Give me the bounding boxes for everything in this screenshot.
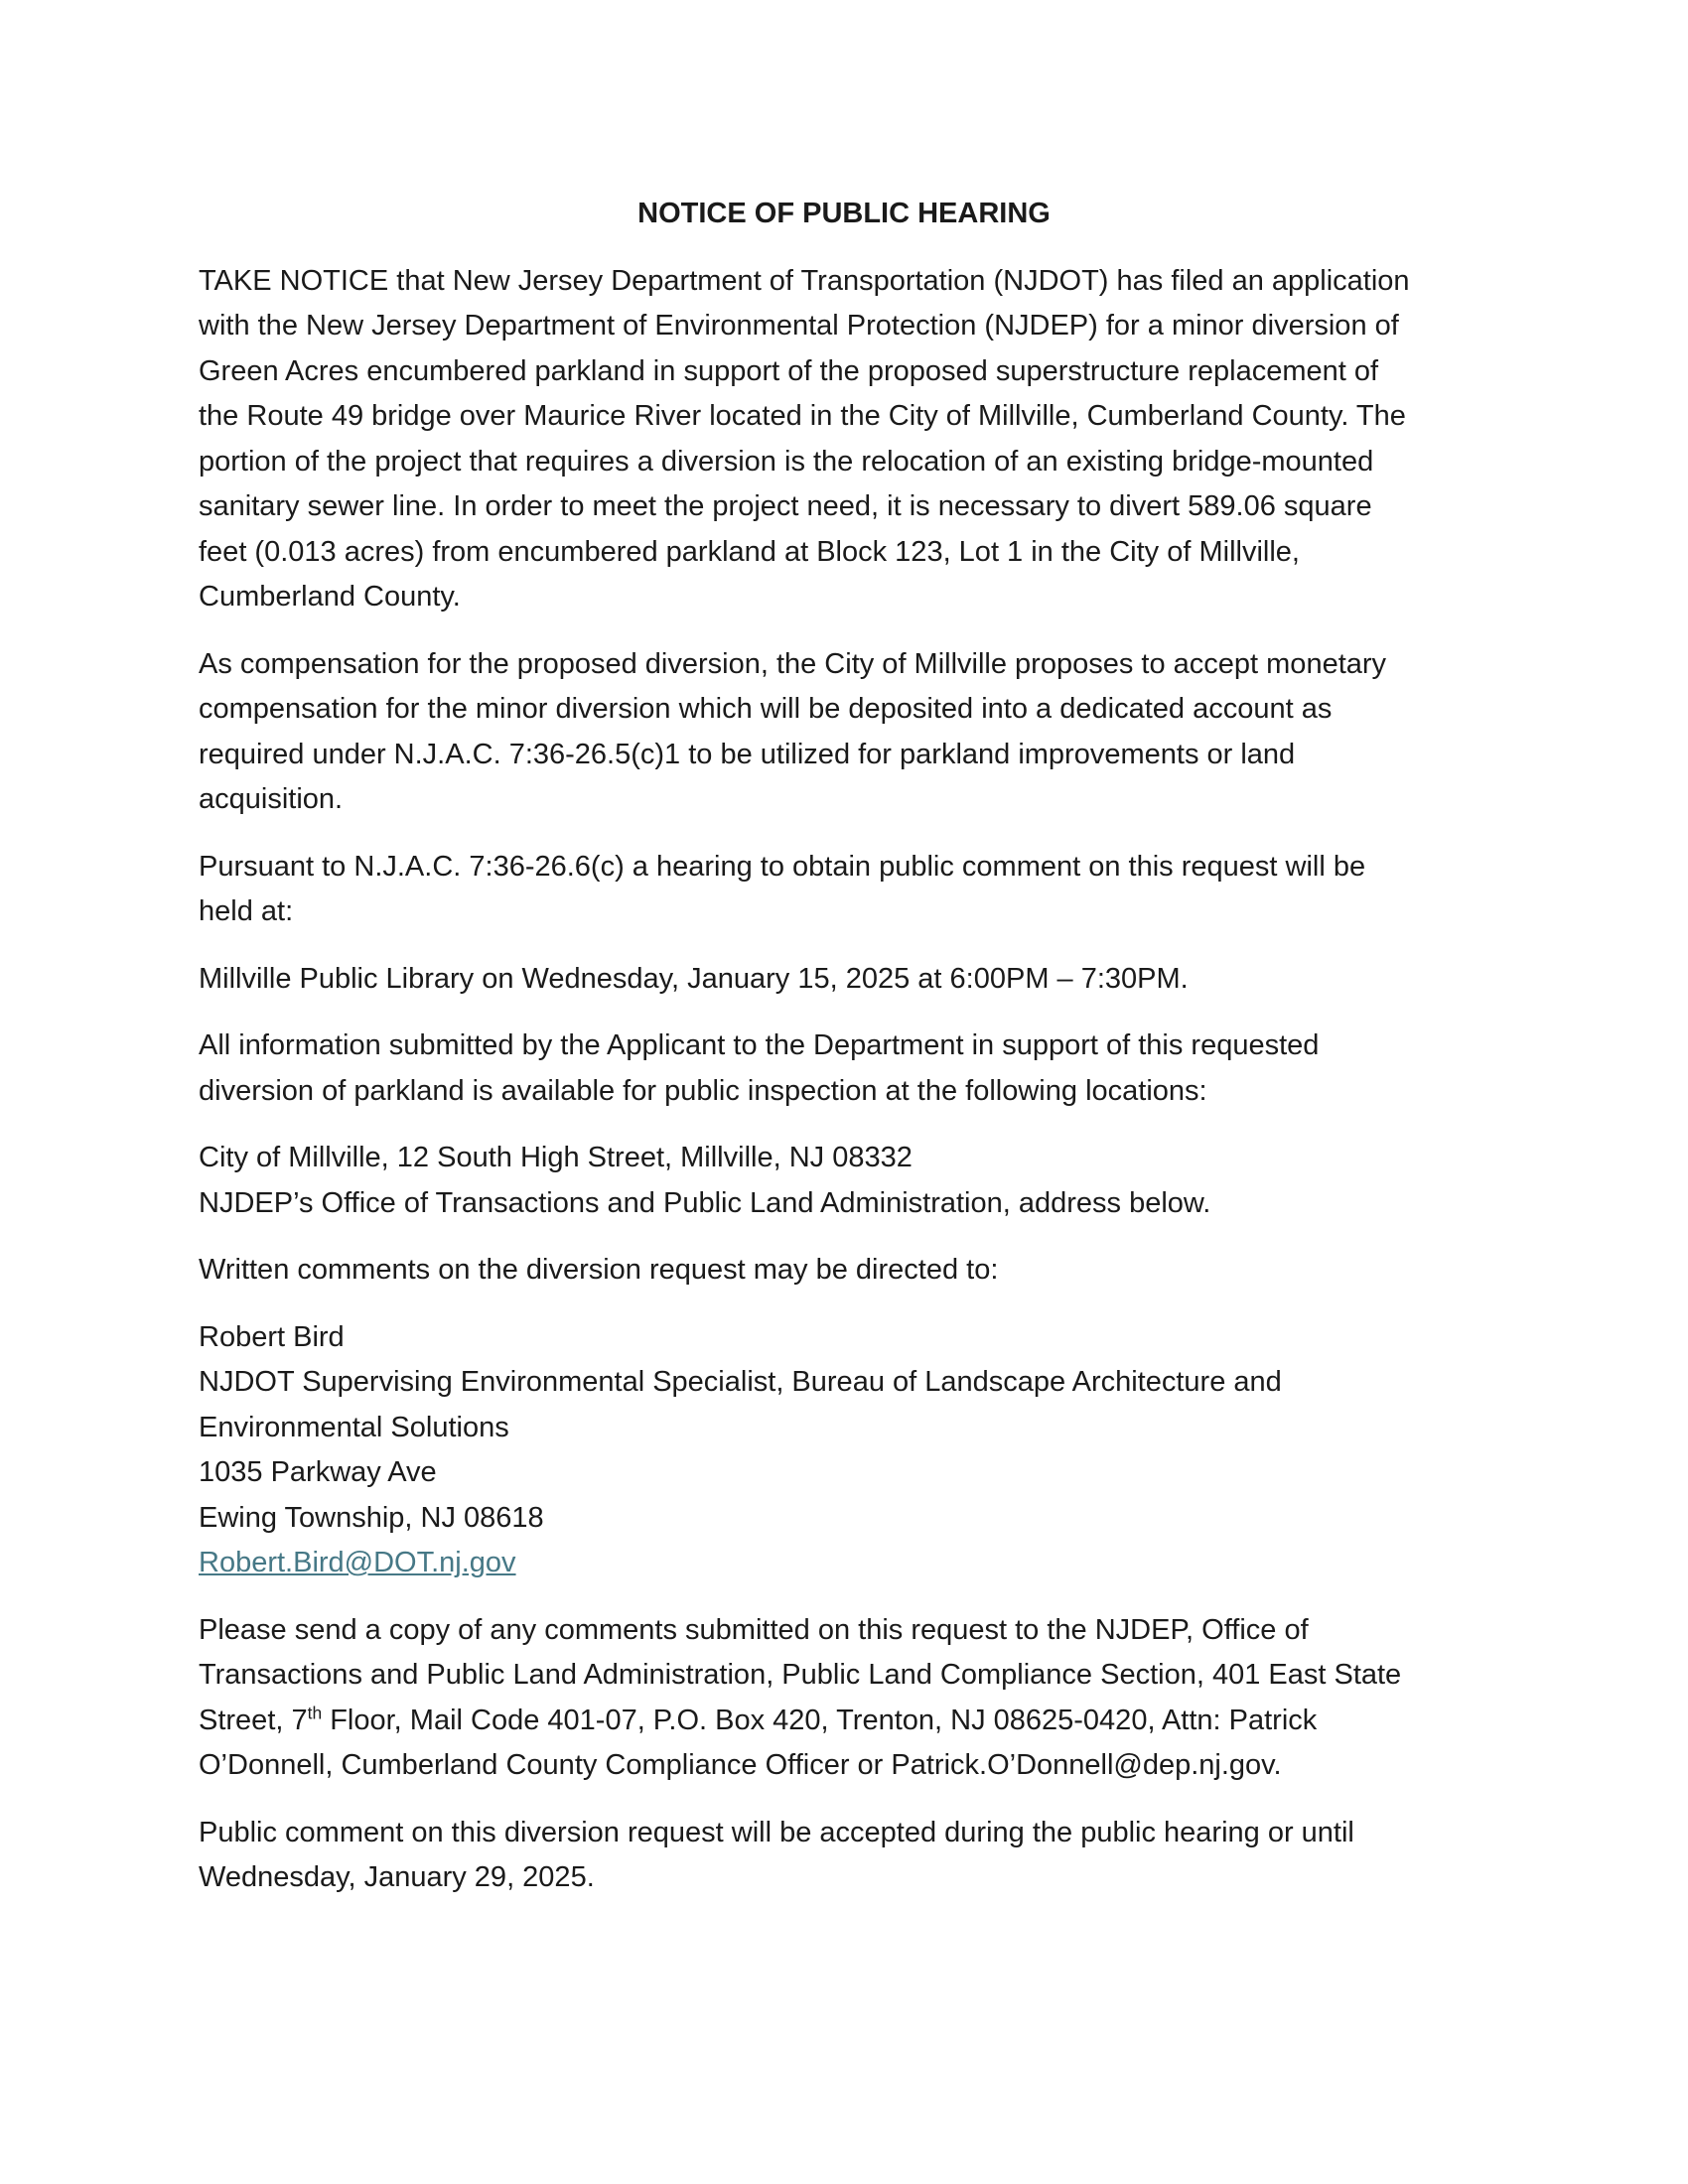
text-segment: Floor, Mail Code 401-07, P.O. Box 420, Trenton, NJ 08625-0420, Attn: Patrick [322, 1704, 1318, 1736]
email-link[interactable]: Robert.Bird@DOT.nj.gov [199, 1547, 516, 1578]
text-line: held at: [199, 895, 294, 927]
paragraph-copy-comments [199, 1608, 1489, 1789]
text-line: O’Donnell, Cumberland County Compliance Officer or Patrick.O’Donnell@dep.nj.gov. [199, 1749, 1282, 1781]
paragraph-written-comments [199, 1248, 1489, 1294]
text-line: Millville Public Library on Wednesday, January 15, 2025 at 6:00PM – 7:30PM. [199, 962, 1189, 995]
text-line: Written comments on the diversion request may be directed to: [199, 1254, 999, 1286]
text-line [199, 1699, 1489, 1744]
paragraph-hearing-location [199, 957, 1489, 1003]
paragraph-hearing [199, 845, 1489, 935]
contact-city: Ewing Township, NJ 08618 [199, 1501, 544, 1534]
ordinal-superscript: th [307, 1702, 323, 1722]
text-line: As compensation for the proposed diversion, the City of Millville proposes to accept monetary [199, 647, 1387, 680]
text-line: with the New Jersey Department of Environmental Protection (NJDEP) for a minor diversion of [199, 310, 1399, 341]
paragraph-compensation [199, 642, 1489, 823]
text-line: Wednesday, January 29, 2025. [199, 1861, 595, 1893]
text-line: the Route 49 bridge over Maurice River located in the City of Millville, Cumberland County. The [199, 400, 1406, 432]
paragraph-take-notice [199, 259, 1489, 620]
text-line: feet (0.013 acres) from encumbered parkland at Block 123, Lot 1 in the City of Millville, [199, 535, 1300, 568]
contact-block [199, 1315, 1489, 1586]
text-line: City of Millville, 12 South High Street, Millville, NJ 08332 [199, 1142, 913, 1173]
contact-email-line [199, 1541, 1489, 1586]
contact-street: 1035 Parkway Ave [199, 1456, 437, 1488]
text-line: Public comment on this diversion request will be accepted during the public hearing or until [199, 1816, 1354, 1848]
text-line: NJDEP’s Office of Transactions and Public Land Administration, address below. [199, 1186, 1211, 1219]
paragraph-inspection-locations [199, 1136, 1489, 1226]
text-line: Pursuant to N.J.A.C. 7:36-26.6(c) a hearing to obtain public comment on this request will be [199, 850, 1366, 883]
text-line: Cumberland County. [199, 581, 461, 613]
paragraph-inspection [199, 1024, 1489, 1114]
contact-title: NJDOT Supervising Environmental Specialist, Bureau of Landscape Architecture and [199, 1366, 1282, 1398]
text-line: required under N.J.A.C. 7:36-26.5(c)1 to be utilized for parkland improvements or land [199, 738, 1296, 770]
text-line: diversion of parkland is available for public inspection at the following locations: [199, 1074, 1207, 1107]
text-line: Please send a copy of any comments submitted on this request to the NJDEP, Office of [199, 1613, 1309, 1646]
text-line: acquisition. [199, 783, 344, 815]
text-line: sanitary sewer line. In order to meet the project need, it is necessary to divert 589.06 square [199, 490, 1372, 522]
contact-title-continued: Environmental Solutions [199, 1411, 509, 1443]
text-line: compensation for the minor diversion which will be deposited into a dedicated account as [199, 693, 1333, 725]
text-line: TAKE NOTICE that New Jersey Department of Transportation (NJDOT) has filed an application [199, 264, 1410, 297]
text-segment: Street, 7 [199, 1704, 308, 1736]
text-line: portion of the project that requires a diversion is the relocation of an existing bridge-mounted [199, 445, 1374, 478]
document-title: NOTICE OF PUBLIC HEARING [637, 198, 1051, 229]
text-line: Green Acres encumbered parkland in support of the proposed superstructure replacement of [199, 354, 1379, 387]
paragraph-comment-deadline [199, 1811, 1489, 1901]
text-line: Transactions and Public Land Administration, Public Land Compliance Section, 401 East State [199, 1659, 1402, 1691]
contact-name: Robert Bird [199, 1320, 345, 1353]
text-line: All information submitted by the Applicant to the Department in support of this requested [199, 1029, 1320, 1061]
